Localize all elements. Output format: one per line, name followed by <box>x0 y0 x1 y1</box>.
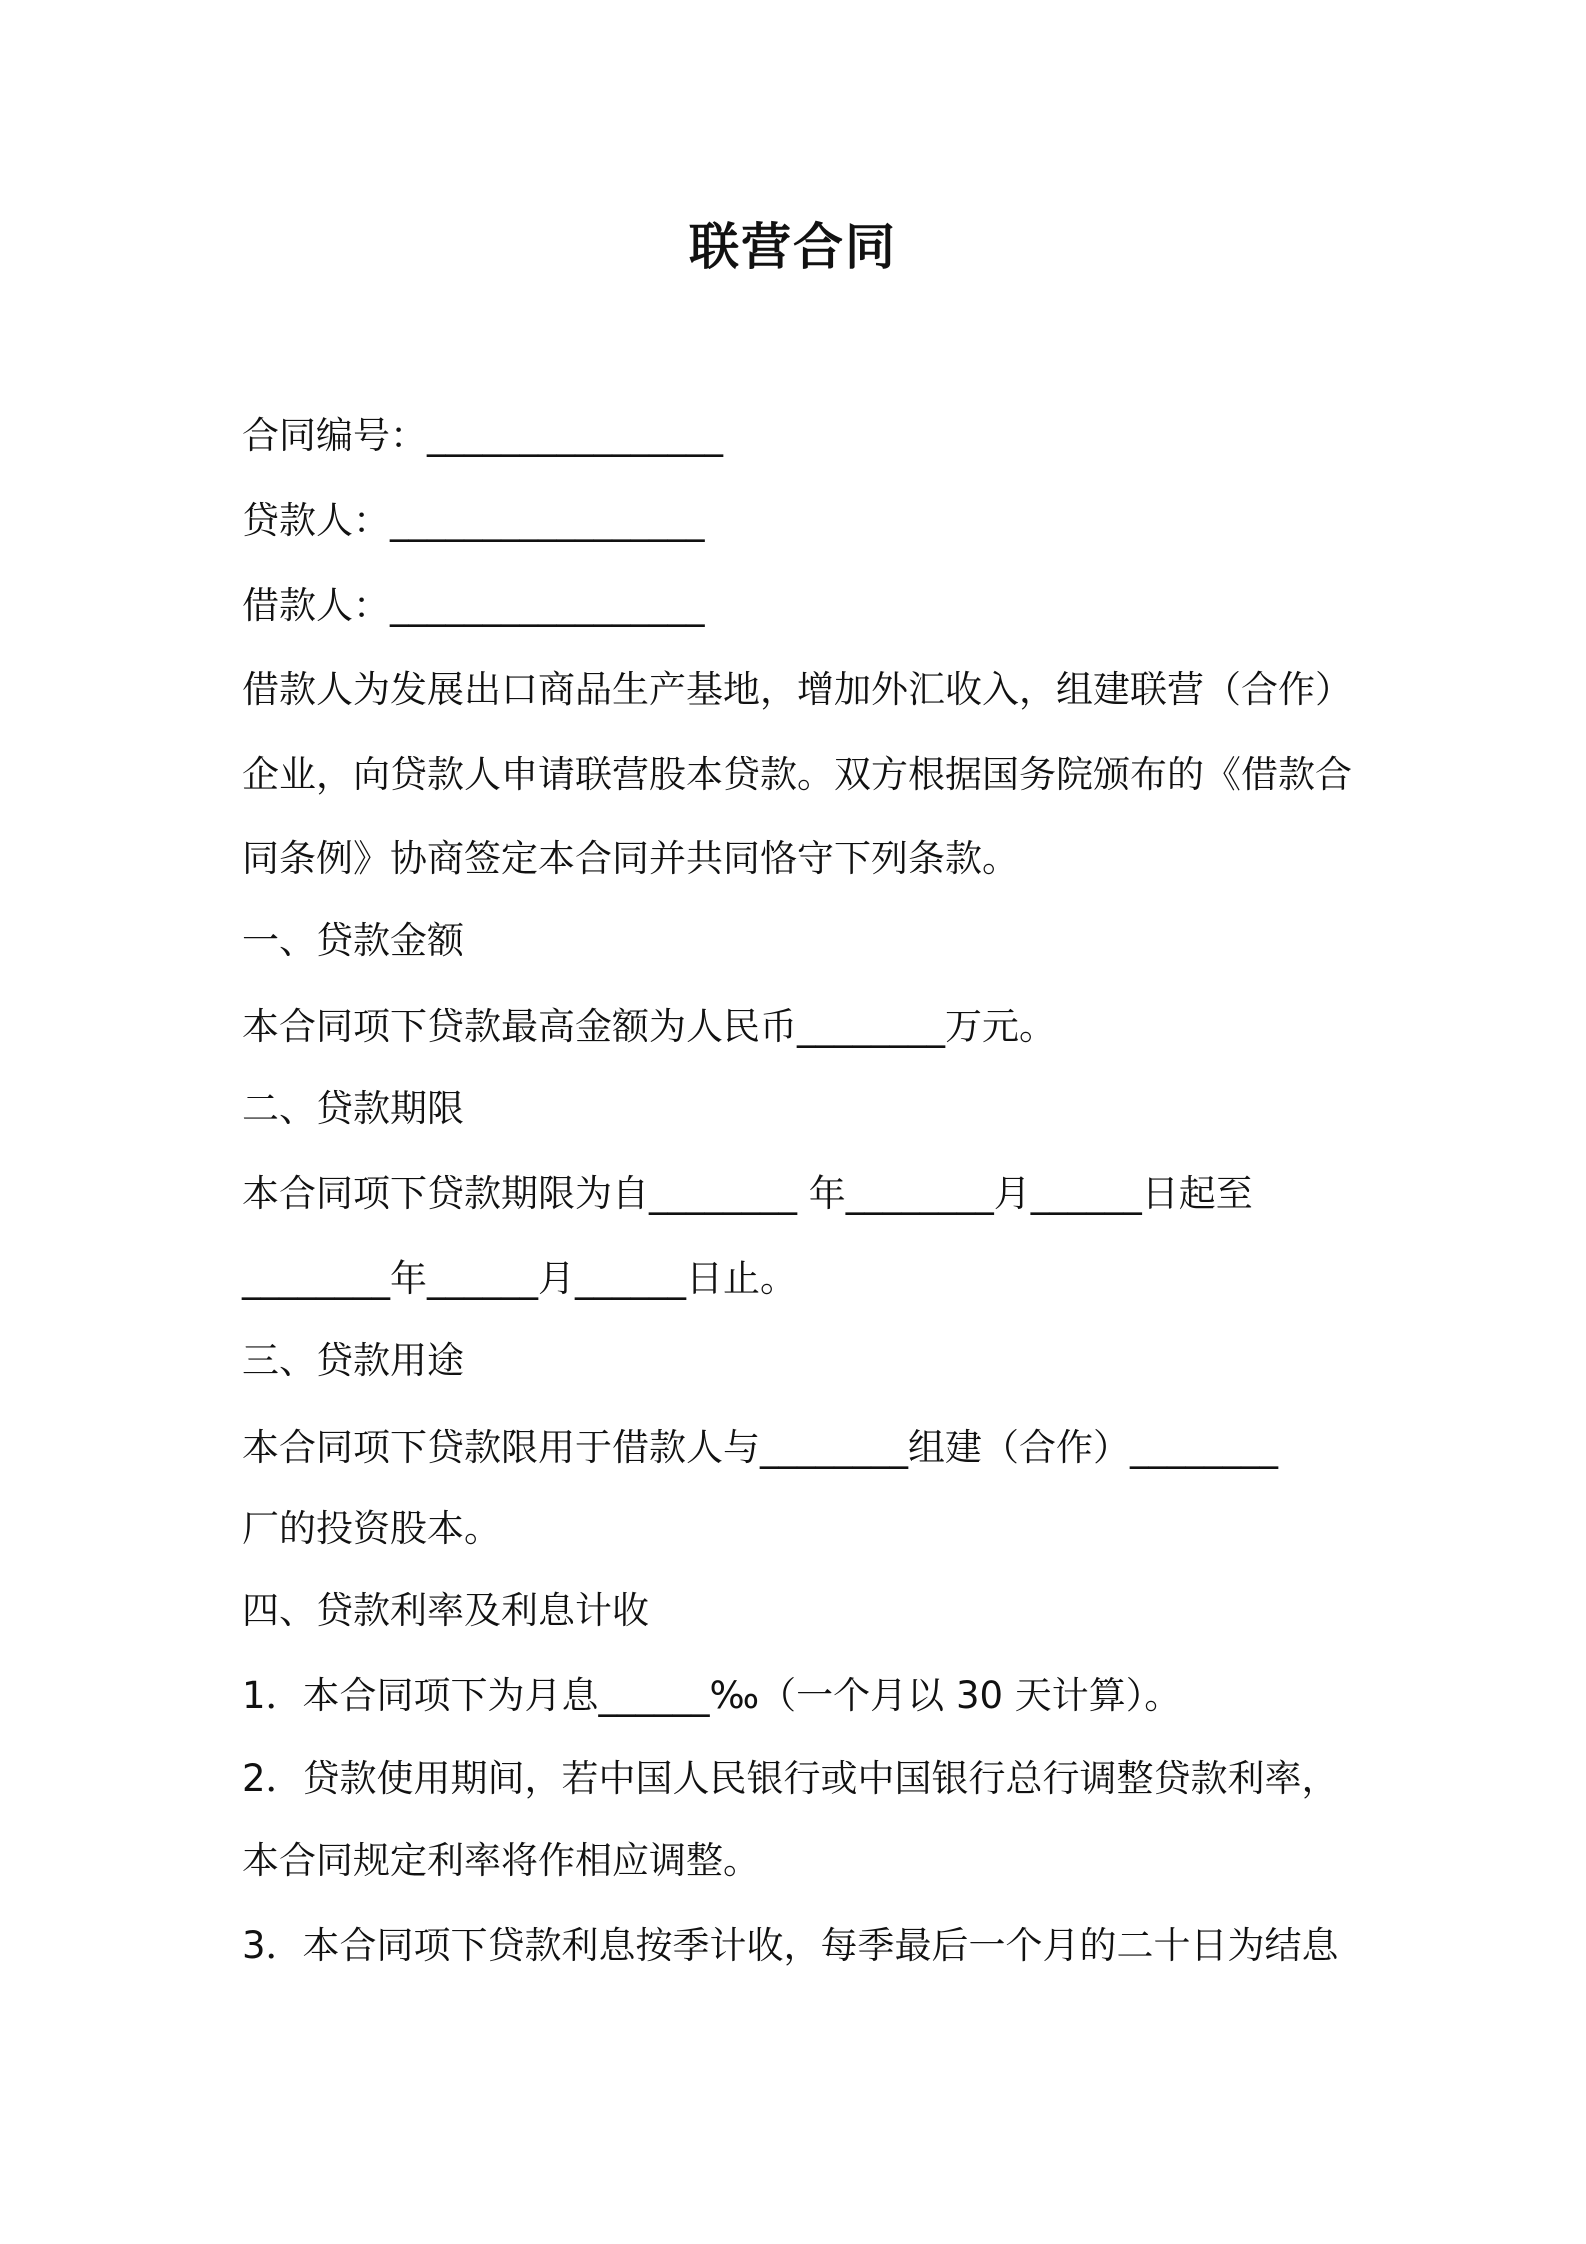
section-heading-amount: 一、贷款金额 <box>242 919 464 962</box>
interest-clause-2-line-1: 2．贷款使用期间，若中国人民银行或中国银行总行调整贷款利率， <box>242 1757 1339 1800</box>
interest-clause-2-line-2: 本合同规定利率将作相应调整。 <box>242 1839 760 1882</box>
section-heading-term: 二、贷款期限 <box>242 1087 464 1130</box>
contract-number-line: 合同编号：________________ <box>242 414 723 457</box>
purpose-clause-line-1: 本合同项下贷款限用于借款人与________组建（合作）________ <box>242 1426 1278 1469</box>
interest-clause-1: 1．本合同项下为月息______‰（一个月以 30 天计算）。 <box>242 1674 1182 1717</box>
section-heading-purpose: 三、贷款用途 <box>242 1339 464 1382</box>
amount-clause: 本合同项下贷款最高金额为人民币________万元。 <box>242 1005 1056 1048</box>
borrower-line: 借款人：_________________ <box>242 584 705 627</box>
preamble-line-2: 企业，向贷款人申请联营股本贷款。双方根据国务院颁布的《借款合 <box>242 753 1352 796</box>
section-heading-interest: 四、贷款利率及利息计收 <box>242 1589 649 1632</box>
preamble-line-3: 同条例》协商签定本合同并共同恪守下列条款。 <box>242 837 1019 880</box>
document-title: 联营合同 <box>689 218 897 276</box>
term-clause-line-1: 本合同项下贷款期限为自________ 年________月______日起至 <box>242 1172 1253 1215</box>
term-clause-line-2: ________年______月______日止。 <box>242 1257 797 1300</box>
lender-line: 贷款人：_________________ <box>242 499 705 542</box>
preamble-line-1: 借款人为发展出口商品生产基地，增加外汇收入，组建联营（合作） <box>242 668 1352 711</box>
interest-clause-3-line-1: 3．本合同项下贷款利息按季计收，每季最后一个月的二十日为结息 <box>242 1924 1339 1967</box>
purpose-clause-line-2: 厂的投资股本。 <box>242 1507 501 1550</box>
